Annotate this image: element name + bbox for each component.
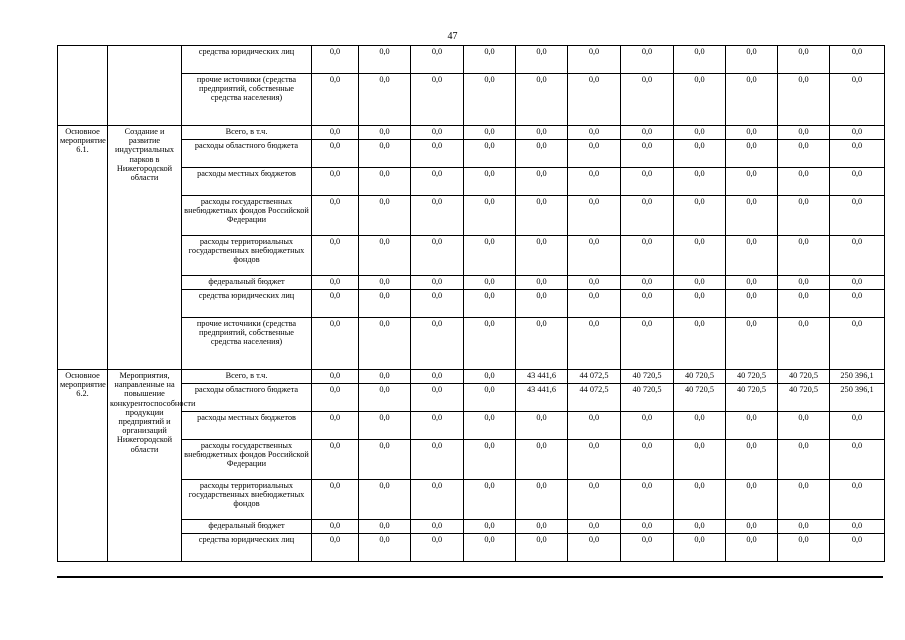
value-cell: 40 720,5 xyxy=(778,370,830,384)
funding-source-cell: расходы государственных внебюджетных фондов Российской Федерации xyxy=(182,440,312,480)
funding-source-cell: расходы государственных внебюджетных фондов Российской Федерации xyxy=(182,196,312,236)
value-cell: 0,0 xyxy=(568,412,621,440)
funding-source-cell: федеральный бюджет xyxy=(182,276,312,290)
value-cell: 0,0 xyxy=(359,290,411,318)
value-cell: 0,0 xyxy=(621,290,674,318)
value-cell: 0,0 xyxy=(568,480,621,520)
value-cell: 0,0 xyxy=(568,168,621,196)
value-cell: 250 396,1 xyxy=(830,370,885,384)
value-cell: 0,0 xyxy=(568,74,621,126)
value-cell: 0,0 xyxy=(726,412,778,440)
value-cell: 0,0 xyxy=(568,46,621,74)
value-cell: 0,0 xyxy=(778,196,830,236)
value-cell: 0,0 xyxy=(464,290,516,318)
value-cell: 0,0 xyxy=(726,196,778,236)
value-cell: 0,0 xyxy=(726,74,778,126)
value-cell: 0,0 xyxy=(778,168,830,196)
value-cell: 0,0 xyxy=(411,480,464,520)
value-cell: 0,0 xyxy=(778,290,830,318)
value-cell: 0,0 xyxy=(312,46,359,74)
value-cell: 0,0 xyxy=(464,412,516,440)
value-cell: 0,0 xyxy=(674,440,726,480)
table-row xyxy=(58,140,885,168)
funding-source-cell: средства юридических лиц xyxy=(182,290,312,318)
value-cell: 0,0 xyxy=(726,46,778,74)
value-cell: 0,0 xyxy=(726,236,778,276)
value-cell: 0,0 xyxy=(674,126,726,140)
table-row xyxy=(58,196,885,236)
value-cell: 0,0 xyxy=(621,534,674,562)
value-cell: 0,0 xyxy=(359,126,411,140)
value-cell: 0,0 xyxy=(359,440,411,480)
value-cell: 40 720,5 xyxy=(621,370,674,384)
funding-source-cell: Всего, в т.ч. xyxy=(182,126,312,140)
value-cell: 0,0 xyxy=(726,140,778,168)
funding-source-cell: расходы местных бюджетов xyxy=(182,412,312,440)
value-cell: 0,0 xyxy=(411,276,464,290)
value-cell: 0,0 xyxy=(464,384,516,412)
value-cell: 0,0 xyxy=(568,534,621,562)
funding-source-cell: прочие источники (средства предприятий, собственные средства населения) xyxy=(182,318,312,370)
value-cell: 40 720,5 xyxy=(674,384,726,412)
value-cell: 0,0 xyxy=(411,168,464,196)
activity-title-cell xyxy=(108,46,182,126)
value-cell: 0,0 xyxy=(568,290,621,318)
value-cell: 0,0 xyxy=(359,480,411,520)
value-cell: 0,0 xyxy=(359,140,411,168)
value-cell: 0,0 xyxy=(312,384,359,412)
value-cell: 0,0 xyxy=(516,534,568,562)
value-cell: 0,0 xyxy=(568,236,621,276)
value-cell: 0,0 xyxy=(778,140,830,168)
value-cell: 0,0 xyxy=(621,412,674,440)
table-row xyxy=(58,534,885,562)
value-cell: 43 441,6 xyxy=(516,370,568,384)
funding-source-cell: федеральный бюджет xyxy=(182,520,312,534)
funding-source-cell: Всего, в т.ч. xyxy=(182,370,312,384)
value-cell: 0,0 xyxy=(516,126,568,140)
value-cell: 0,0 xyxy=(464,126,516,140)
value-cell: 0,0 xyxy=(830,412,885,440)
value-cell: 0,0 xyxy=(359,318,411,370)
value-cell: 40 720,5 xyxy=(621,384,674,412)
value-cell: 0,0 xyxy=(726,168,778,196)
value-cell: 0,0 xyxy=(312,168,359,196)
value-cell: 0,0 xyxy=(464,318,516,370)
value-cell: 0,0 xyxy=(312,74,359,126)
value-cell: 0,0 xyxy=(411,290,464,318)
value-cell: 40 720,5 xyxy=(726,384,778,412)
table-body xyxy=(58,46,885,562)
table-row xyxy=(58,520,885,534)
value-cell: 0,0 xyxy=(464,140,516,168)
value-cell: 0,0 xyxy=(674,318,726,370)
value-cell: 0,0 xyxy=(726,318,778,370)
value-cell: 0,0 xyxy=(312,412,359,440)
value-cell: 0,0 xyxy=(359,236,411,276)
value-cell: 40 720,5 xyxy=(674,370,726,384)
value-cell: 0,0 xyxy=(464,74,516,126)
value-cell: 0,0 xyxy=(621,46,674,74)
value-cell: 40 720,5 xyxy=(778,384,830,412)
value-cell: 0,0 xyxy=(674,168,726,196)
table-row xyxy=(58,370,885,384)
value-cell: 0,0 xyxy=(778,412,830,440)
value-cell: 0,0 xyxy=(830,520,885,534)
value-cell: 0,0 xyxy=(674,46,726,74)
value-cell: 0,0 xyxy=(411,46,464,74)
value-cell: 0,0 xyxy=(830,290,885,318)
value-cell: 0,0 xyxy=(516,480,568,520)
value-cell: 0,0 xyxy=(464,168,516,196)
activity-code-cell xyxy=(58,46,108,126)
value-cell: 0,0 xyxy=(621,318,674,370)
value-cell: 0,0 xyxy=(411,384,464,412)
value-cell: 0,0 xyxy=(516,276,568,290)
value-cell: 0,0 xyxy=(726,520,778,534)
page-number: 47 xyxy=(447,31,458,42)
value-cell: 0,0 xyxy=(830,126,885,140)
value-cell: 0,0 xyxy=(312,440,359,480)
value-cell: 0,0 xyxy=(621,74,674,126)
value-cell: 0,0 xyxy=(411,196,464,236)
value-cell: 0,0 xyxy=(621,140,674,168)
value-cell: 0,0 xyxy=(674,236,726,276)
value-cell: 0,0 xyxy=(516,412,568,440)
value-cell: 0,0 xyxy=(726,440,778,480)
value-cell: 0,0 xyxy=(411,126,464,140)
value-cell: 0,0 xyxy=(568,276,621,290)
value-cell: 0,0 xyxy=(464,196,516,236)
value-cell: 0,0 xyxy=(674,480,726,520)
value-cell: 0,0 xyxy=(516,74,568,126)
funding-source-cell: средства юридических лиц xyxy=(182,46,312,74)
value-cell: 0,0 xyxy=(359,276,411,290)
activity-title-cell: Создание и развитие индустриальных парков в Нижегородской области xyxy=(108,126,182,370)
value-cell: 0,0 xyxy=(411,370,464,384)
value-cell: 0,0 xyxy=(778,126,830,140)
value-cell: 0,0 xyxy=(568,196,621,236)
value-cell: 40 720,5 xyxy=(726,370,778,384)
value-cell: 0,0 xyxy=(312,318,359,370)
value-cell: 0,0 xyxy=(312,126,359,140)
value-cell: 0,0 xyxy=(359,384,411,412)
value-cell: 0,0 xyxy=(312,520,359,534)
value-cell: 0,0 xyxy=(778,318,830,370)
value-cell: 0,0 xyxy=(674,290,726,318)
activity-code-cell: Основное мероприятие 6.2. xyxy=(58,370,108,562)
value-cell: 0,0 xyxy=(568,520,621,534)
value-cell: 0,0 xyxy=(778,236,830,276)
value-cell: 0,0 xyxy=(674,276,726,290)
value-cell: 0,0 xyxy=(726,480,778,520)
table-row xyxy=(58,46,885,74)
value-cell: 0,0 xyxy=(621,276,674,290)
value-cell: 0,0 xyxy=(830,318,885,370)
table-row xyxy=(58,412,885,440)
funding-source-cell: расходы областного бюджета xyxy=(182,384,312,412)
value-cell: 0,0 xyxy=(312,290,359,318)
value-cell: 0,0 xyxy=(568,440,621,480)
value-cell: 0,0 xyxy=(464,236,516,276)
table-row xyxy=(58,168,885,196)
table-row xyxy=(58,440,885,480)
value-cell: 0,0 xyxy=(312,276,359,290)
value-cell: 0,0 xyxy=(621,480,674,520)
value-cell: 0,0 xyxy=(830,534,885,562)
value-cell: 0,0 xyxy=(726,276,778,290)
value-cell: 0,0 xyxy=(312,140,359,168)
funding-source-cell: прочие источники (средства предприятий, собственные средства населения) xyxy=(182,74,312,126)
value-cell: 0,0 xyxy=(830,74,885,126)
value-cell: 0,0 xyxy=(674,74,726,126)
value-cell: 0,0 xyxy=(726,534,778,562)
value-cell: 0,0 xyxy=(778,480,830,520)
value-cell: 0,0 xyxy=(464,276,516,290)
value-cell: 0,0 xyxy=(411,534,464,562)
value-cell: 0,0 xyxy=(830,480,885,520)
funding-source-cell: расходы территориальных государственных внебюджетных фондов xyxy=(182,236,312,276)
table-row xyxy=(58,236,885,276)
value-cell: 0,0 xyxy=(621,440,674,480)
value-cell: 0,0 xyxy=(516,290,568,318)
value-cell: 0,0 xyxy=(516,46,568,74)
table-row xyxy=(58,290,885,318)
value-cell: 0,0 xyxy=(411,440,464,480)
value-cell: 0,0 xyxy=(516,168,568,196)
table-row xyxy=(58,318,885,370)
value-cell: 43 441,6 xyxy=(516,384,568,412)
value-cell: 0,0 xyxy=(674,140,726,168)
value-cell: 0,0 xyxy=(621,236,674,276)
value-cell: 0,0 xyxy=(674,534,726,562)
value-cell: 0,0 xyxy=(674,520,726,534)
value-cell: 0,0 xyxy=(516,140,568,168)
budget-table xyxy=(57,45,885,562)
table-bottom-border xyxy=(57,576,883,578)
table-row xyxy=(58,74,885,126)
value-cell: 0,0 xyxy=(778,276,830,290)
value-cell: 0,0 xyxy=(568,126,621,140)
value-cell: 0,0 xyxy=(674,412,726,440)
activity-code-cell: Основное мероприятие 6.1. xyxy=(58,126,108,370)
value-cell: 0,0 xyxy=(778,520,830,534)
value-cell: 0,0 xyxy=(516,196,568,236)
value-cell: 0,0 xyxy=(621,196,674,236)
value-cell: 0,0 xyxy=(411,318,464,370)
value-cell: 44 072,5 xyxy=(568,384,621,412)
activity-title-cell: Мероприятия, направленные на повышение конкурентоспособности продукции предприятий и организаций Нижегородской области xyxy=(108,370,182,562)
value-cell: 0,0 xyxy=(830,236,885,276)
value-cell: 0,0 xyxy=(464,480,516,520)
funding-source-cell: расходы территориальных государственных внебюджетных фондов xyxy=(182,480,312,520)
value-cell: 0,0 xyxy=(312,236,359,276)
value-cell: 0,0 xyxy=(778,46,830,74)
value-cell: 0,0 xyxy=(568,318,621,370)
value-cell: 0,0 xyxy=(359,370,411,384)
value-cell: 0,0 xyxy=(778,74,830,126)
value-cell: 0,0 xyxy=(621,168,674,196)
value-cell: 0,0 xyxy=(312,370,359,384)
value-cell: 0,0 xyxy=(464,520,516,534)
value-cell: 0,0 xyxy=(830,196,885,236)
value-cell: 0,0 xyxy=(726,126,778,140)
value-cell: 0,0 xyxy=(516,440,568,480)
value-cell: 0,0 xyxy=(516,318,568,370)
value-cell: 0,0 xyxy=(359,534,411,562)
funding-source-cell: средства юридических лиц xyxy=(182,534,312,562)
table-row xyxy=(58,126,885,140)
value-cell: 0,0 xyxy=(830,46,885,74)
value-cell: 0,0 xyxy=(312,196,359,236)
value-cell: 0,0 xyxy=(464,534,516,562)
value-cell: 0,0 xyxy=(778,440,830,480)
funding-source-cell: расходы областного бюджета xyxy=(182,140,312,168)
value-cell: 0,0 xyxy=(411,140,464,168)
value-cell: 0,0 xyxy=(312,480,359,520)
value-cell: 0,0 xyxy=(464,370,516,384)
value-cell: 0,0 xyxy=(312,534,359,562)
value-cell: 0,0 xyxy=(568,140,621,168)
value-cell: 0,0 xyxy=(516,520,568,534)
value-cell: 0,0 xyxy=(621,520,674,534)
value-cell: 0,0 xyxy=(359,196,411,236)
value-cell: 44 072,5 xyxy=(568,370,621,384)
value-cell: 0,0 xyxy=(830,140,885,168)
value-cell: 0,0 xyxy=(516,236,568,276)
value-cell: 0,0 xyxy=(726,290,778,318)
value-cell: 0,0 xyxy=(411,412,464,440)
value-cell: 0,0 xyxy=(464,46,516,74)
value-cell: 0,0 xyxy=(830,168,885,196)
value-cell: 0,0 xyxy=(359,168,411,196)
value-cell: 0,0 xyxy=(359,74,411,126)
value-cell: 0,0 xyxy=(411,520,464,534)
funding-source-cell: расходы местных бюджетов xyxy=(182,168,312,196)
value-cell: 0,0 xyxy=(411,74,464,126)
table-row xyxy=(58,276,885,290)
value-cell: 0,0 xyxy=(411,236,464,276)
value-cell: 0,0 xyxy=(464,440,516,480)
value-cell: 0,0 xyxy=(359,46,411,74)
table-row xyxy=(58,480,885,520)
value-cell: 0,0 xyxy=(778,534,830,562)
value-cell: 0,0 xyxy=(359,412,411,440)
value-cell: 0,0 xyxy=(621,126,674,140)
value-cell: 0,0 xyxy=(830,276,885,290)
value-cell: 250 396,1 xyxy=(830,384,885,412)
value-cell: 0,0 xyxy=(359,520,411,534)
value-cell: 0,0 xyxy=(830,440,885,480)
value-cell: 0,0 xyxy=(674,196,726,236)
